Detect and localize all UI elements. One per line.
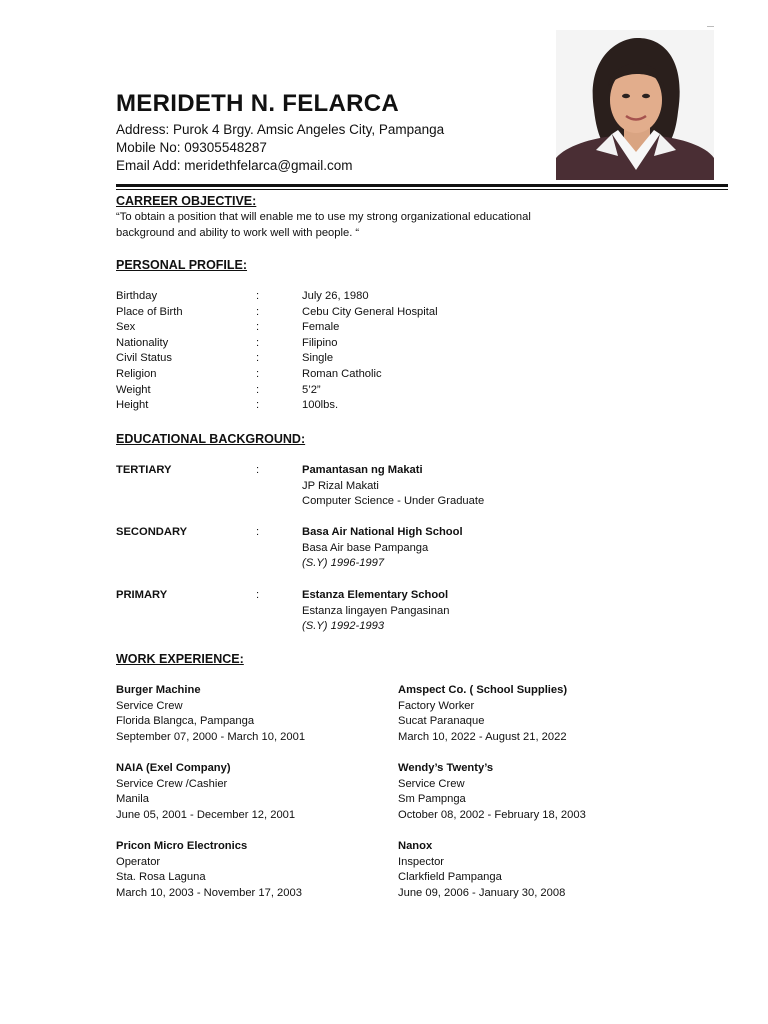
header-divider-thin <box>116 189 728 190</box>
job-dates: March 10, 2022 - August 21, 2022 <box>398 730 567 743</box>
school-year: (S.Y) 1992-1993 <box>302 620 385 633</box>
education-details <box>302 525 463 572</box>
job-dates: September 07, 2000 - March 10, 2001 <box>116 730 306 743</box>
job-position: Service Crew <box>398 777 465 790</box>
school-course: Computer Science - Under Graduate <box>302 495 485 508</box>
company-name: Pricon Micro Electronics <box>116 840 248 852</box>
profile-colon: : <box>256 336 260 349</box>
job-location: Florida Blangca, Pampanga <box>116 715 255 728</box>
school-name: Pamantasan ng Makati <box>302 464 423 476</box>
job-position: Inspector <box>398 855 445 868</box>
company-name: Amspect Co. ( School Supplies) <box>398 684 568 696</box>
education-colon: : <box>256 526 260 538</box>
applicant-photo <box>556 30 714 180</box>
contact-block <box>116 121 444 175</box>
education-level: TERTIARY <box>116 464 172 476</box>
job-location: Sm Pampnga <box>398 793 466 806</box>
work-entry <box>116 761 295 823</box>
company-name: Wendy’s Twenty’s <box>398 762 494 774</box>
education-colon: : <box>256 464 260 476</box>
job-dates: March 10, 2003 - November 17, 2003 <box>116 886 302 899</box>
header-divider <box>116 184 728 187</box>
profile-colon: : <box>256 367 260 380</box>
profile-label: Nationality <box>116 336 169 349</box>
work-heading: WORK EXPERIENCE: <box>116 652 244 666</box>
profile-value: 100lbs. <box>302 399 339 412</box>
job-position: Service Crew <box>116 699 183 712</box>
profile-colon: : <box>256 352 260 365</box>
objective-heading: CARREER OBJECTIVE: <box>116 194 257 208</box>
work-entry <box>398 761 586 823</box>
profile-label: Place of Birth <box>116 305 183 318</box>
job-location: Manila <box>116 793 149 806</box>
job-dates: June 05, 2001 - December 12, 2001 <box>116 808 296 821</box>
job-location: Sucat Paranaque <box>398 715 485 728</box>
work-entry <box>398 683 567 745</box>
profile-colon: : <box>256 383 260 396</box>
objective-line: “To obtain a position that will enable me to use my strong organizational educational <box>116 211 531 223</box>
profile-colon: : <box>256 399 260 412</box>
education-details <box>302 588 449 635</box>
profile-value: 5’2” <box>302 383 321 396</box>
objective-text <box>116 209 531 241</box>
job-dates: October 08, 2002 - February 18, 2003 <box>398 808 586 821</box>
mobile-line: Mobile No: 09305548287 <box>116 140 267 155</box>
photo-corner-mark <box>707 26 714 27</box>
school-location: Estanza lingayen Pangasinan <box>302 604 450 617</box>
work-entry <box>116 839 302 901</box>
profile-value: Cebu City General Hospital <box>302 305 438 318</box>
job-dates: June 09, 2006 - January 30, 2008 <box>398 886 566 899</box>
company-name: Burger Machine <box>116 684 201 696</box>
work-entry <box>398 839 565 901</box>
company-name: Nanox <box>398 840 433 852</box>
school-year: (S.Y) 1996-1997 <box>302 557 385 570</box>
objective-line: background and ability to work well with people. “ <box>116 227 360 239</box>
education-level: SECONDARY <box>116 526 188 538</box>
profile-label: Religion <box>116 367 157 380</box>
job-location: Sta. Rosa Laguna <box>116 871 206 884</box>
applicant-name: MERIDETH N. FELARCA <box>116 90 400 117</box>
job-location: Clarkfield Pampanga <box>398 871 502 884</box>
job-position: Factory Worker <box>398 699 475 712</box>
company-name: NAIA (Exel Company) <box>116 762 231 774</box>
profile-colon: : <box>256 321 260 334</box>
school-location: JP Rizal Makati <box>302 479 379 492</box>
school-name: Estanza Elementary School <box>302 589 449 601</box>
education-level: PRIMARY <box>116 589 168 601</box>
address-line: Address: Purok 4 Brgy. Amsic Angeles City, Pampanga <box>116 122 445 137</box>
profile-label: Height <box>116 399 149 412</box>
school-name: Basa Air National High School <box>302 526 463 538</box>
profile-label: Civil Status <box>116 352 172 365</box>
education-colon: : <box>256 589 260 601</box>
profile-label: Sex <box>116 321 136 334</box>
profile-colon: : <box>256 305 260 318</box>
profile-value: Filipino <box>302 336 338 349</box>
profile-label: Birthday <box>116 290 158 302</box>
education-heading: EDUCATIONAL BACKGROUND: <box>116 432 306 446</box>
profile-value: Female <box>302 321 340 334</box>
profile-colon: : <box>256 290 260 302</box>
email-line: Email Add: meridethfelarca@gmail.com <box>116 158 353 173</box>
school-location: Basa Air base Pampanga <box>302 541 429 554</box>
work-entry <box>116 683 305 745</box>
education-details <box>302 463 484 510</box>
profile-value: Single <box>302 352 334 365</box>
job-position: Operator <box>116 855 161 868</box>
profile-value: July 26, 1980 <box>302 290 369 302</box>
job-position: Service Crew /Cashier <box>116 777 228 790</box>
profile-heading: PERSONAL PROFILE: <box>116 258 248 272</box>
profile-value: Roman Catholic <box>302 367 382 380</box>
profile-label: Weight <box>116 383 151 396</box>
